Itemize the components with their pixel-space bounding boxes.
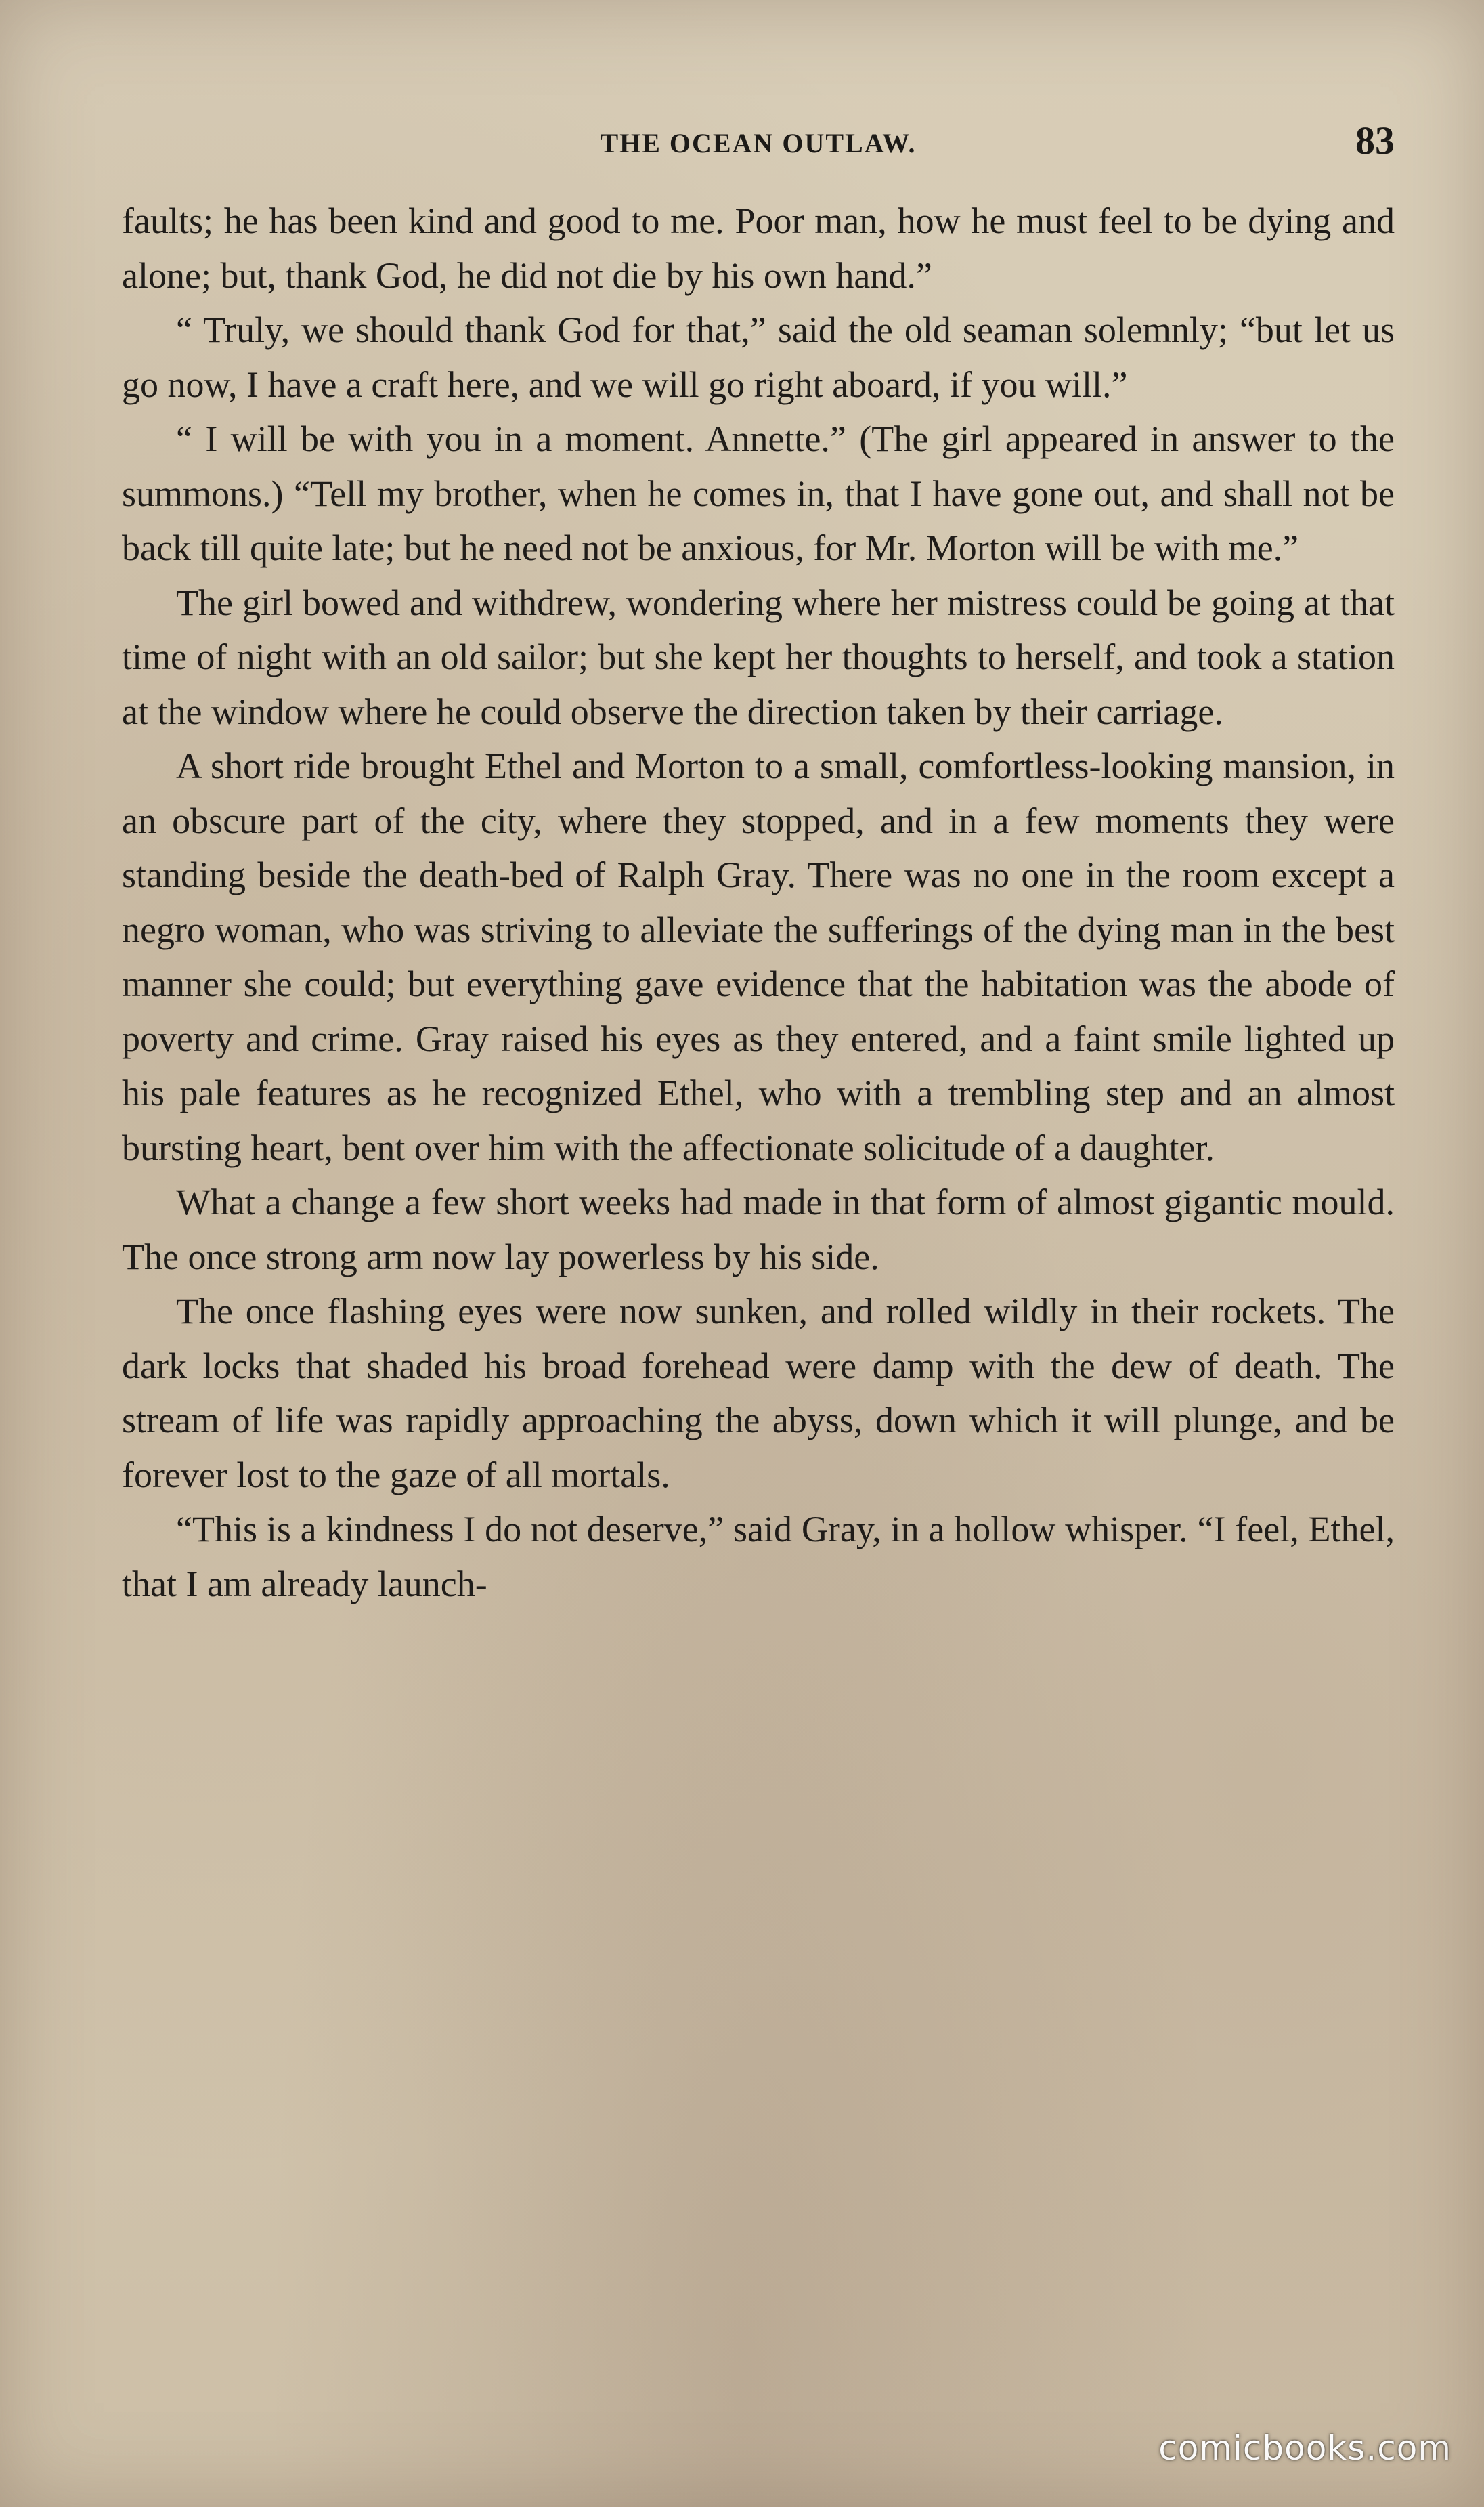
paragraph: “ I will be with you in a moment. Annette.” (The girl appeared in answer to the summons.) “Tell my brother, when he comes in, that I have gone out, and shall not be back till quite late; but he need not be anxious, for Mr. Morton will be with me.” [122, 419, 1395, 568]
paragraph: The girl bowed and withdrew, wondering where her mistress could be going at that time of night with an old sailor; but she kept her thoughts to herself, and took a station at the window where he could observe the direction taken by their carriage. [122, 582, 1395, 732]
paragraph: A short ride brought Ethel and Morton to a small, comfortless-looking mansion, in an obscure part of the city, where they stopped, and in a few moments they were standing beside the death-bed of Ralph Gray. There was no one in the room except a negro woman, who was striving to alleviate the sufferings of the dying man in the best manner she could; but everything gave evidence that the habitation was the abode of poverty and crime. Gray raised his eyes as they entered, and a faint smile lighted up his pale features as he recognized Ethel, who with a trembling step and an almost bursting heart, bent over him with the affectionate solicitude of a daughter. [122, 746, 1395, 1168]
paragraph: faults; he has been kind and good to me. Poor man, how he must feel to be dying and alone; but, thank God, he did not die by his own hand.” [122, 200, 1395, 296]
watermark: comicbooks.com [1158, 2428, 1452, 2468]
paragraph: The once flashing eyes were now sunken, and rolled wildly in their rockets. The dark locks that shaded his broad forehead were damp with the dew of death. The stream of life was rapidly approaching the abyss, down which it will plunge, and be forever lost to the gaze of all mortals. [122, 1291, 1395, 1495]
running-title: THE OCEAN OUTLAW. [600, 128, 917, 158]
body-text [122, 194, 1395, 1611]
paragraph: What a change a few short weeks had made in that form of almost gigantic mould. The once strong arm now lay powerless by his side. [122, 1182, 1395, 1277]
page-header [122, 115, 1395, 169]
page-number: 83 [1355, 119, 1395, 163]
paragraph: “This is a kindness I do not deserve,” said Gray, in a hollow whisper. “I feel, Ethel, that I am already launch- [122, 1509, 1395, 1604]
paragraph: “ Truly, we should thank God for that,” said the old seaman solemnly; “but let us go now, I have a craft here, and we will go right aboard, if you will.” [122, 309, 1395, 405]
